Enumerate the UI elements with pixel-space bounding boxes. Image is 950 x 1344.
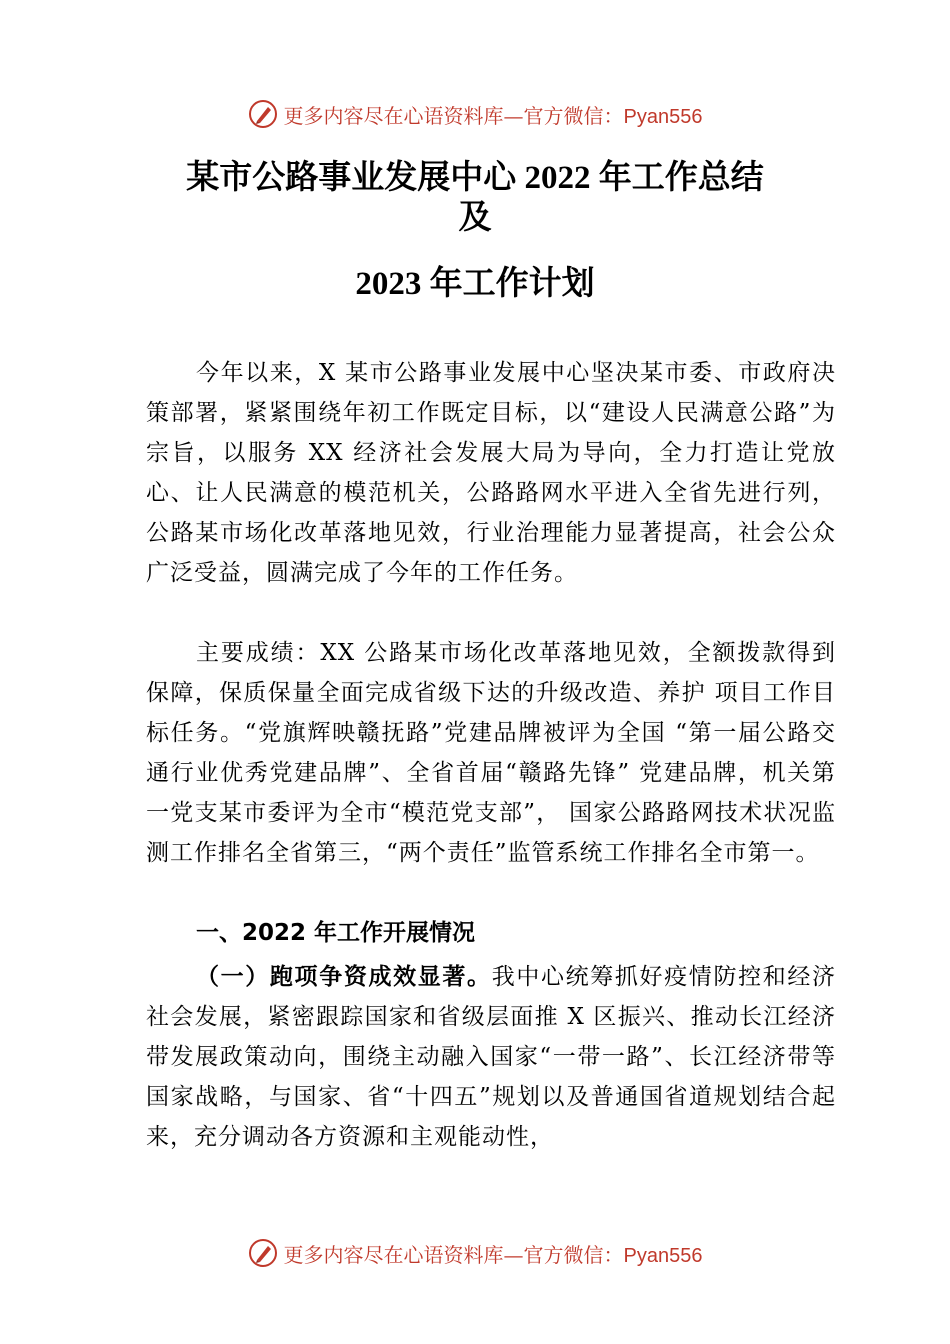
project-funding-paragraph: [146, 957, 836, 1157]
pen-logo-icon: [248, 99, 278, 129]
watermark-brand: 更多内容尽在心语资料库: [283, 1242, 504, 1267]
document-title-line-3: 2023 年工作计划: [355, 266, 595, 302]
watermark-text: [284, 100, 703, 129]
subsection-heading: （一）跑项争资成效显著。: [196, 963, 492, 990]
subsection-body: 我中心统筹抓好疫情防控和经济社会发展，紧密跟踪国家和省级层面推 X 区振兴、推动长江经济带发展政策动向，围绕主动融入国家“一带一路”、长江经济带等国家战略，与国家、省“十四五”规划以及普通国省道规划结合起来，充分调动各方资源和主观能动性，: [146, 964, 837, 1150]
watermark-wechat-id: Pyan556: [623, 1244, 703, 1267]
pen-logo-icon: [248, 1238, 278, 1268]
intro-paragraph: 今年以来，X 某市公路事业发展中心坚决某市委、市政府决策部署，紧紧围绕年初工作既定目标，以“建设人民满意公路”为宗旨，以服务 XX 经济社会发展大局为导向，全力打造让党放心、让人民满意的模范机关，公路路网水平进入全省先进行列，公路某市场化改革落地见效，行业治理能力显著提高，社会公众广泛受益，圆满完成了今年的工作任务。: [146, 360, 836, 586]
document-title-line-1: 某市公路事业发展中心 2022 年工作总结: [186, 160, 764, 196]
watermark-footer: [0, 1233, 950, 1273]
watermark-wechat-id: Pyan556: [623, 105, 703, 128]
watermark-separator: —官方微信：: [503, 103, 624, 128]
watermark-brand: 更多内容尽在心语资料库: [283, 103, 504, 128]
watermark-header: [0, 94, 950, 134]
watermark-separator: —官方微信：: [503, 1242, 624, 1267]
document-title-line-2: 及: [458, 200, 492, 236]
achievements-paragraph: 主要成绩：XX 公路某市场化改革落地见效，全额拨款得到保障，保质保量全面完成省级下达的升级改造、养护 项目工作目标任务。“党旗辉映赣抚路”党建品牌被评为全国 “第一届公路交通行业优秀党建品牌”、全省首届“赣路先锋” 党建品牌，机关第一党支某市委评为全市“模范党支部”， 国家公路路网技术状况监测工作排名全省第三，“两个责任”监管系统工作排名全市第一。: [146, 640, 836, 866]
section-heading-2022-work: 一、2022 年工作开展情况: [196, 920, 476, 946]
watermark-text: [284, 1239, 703, 1268]
